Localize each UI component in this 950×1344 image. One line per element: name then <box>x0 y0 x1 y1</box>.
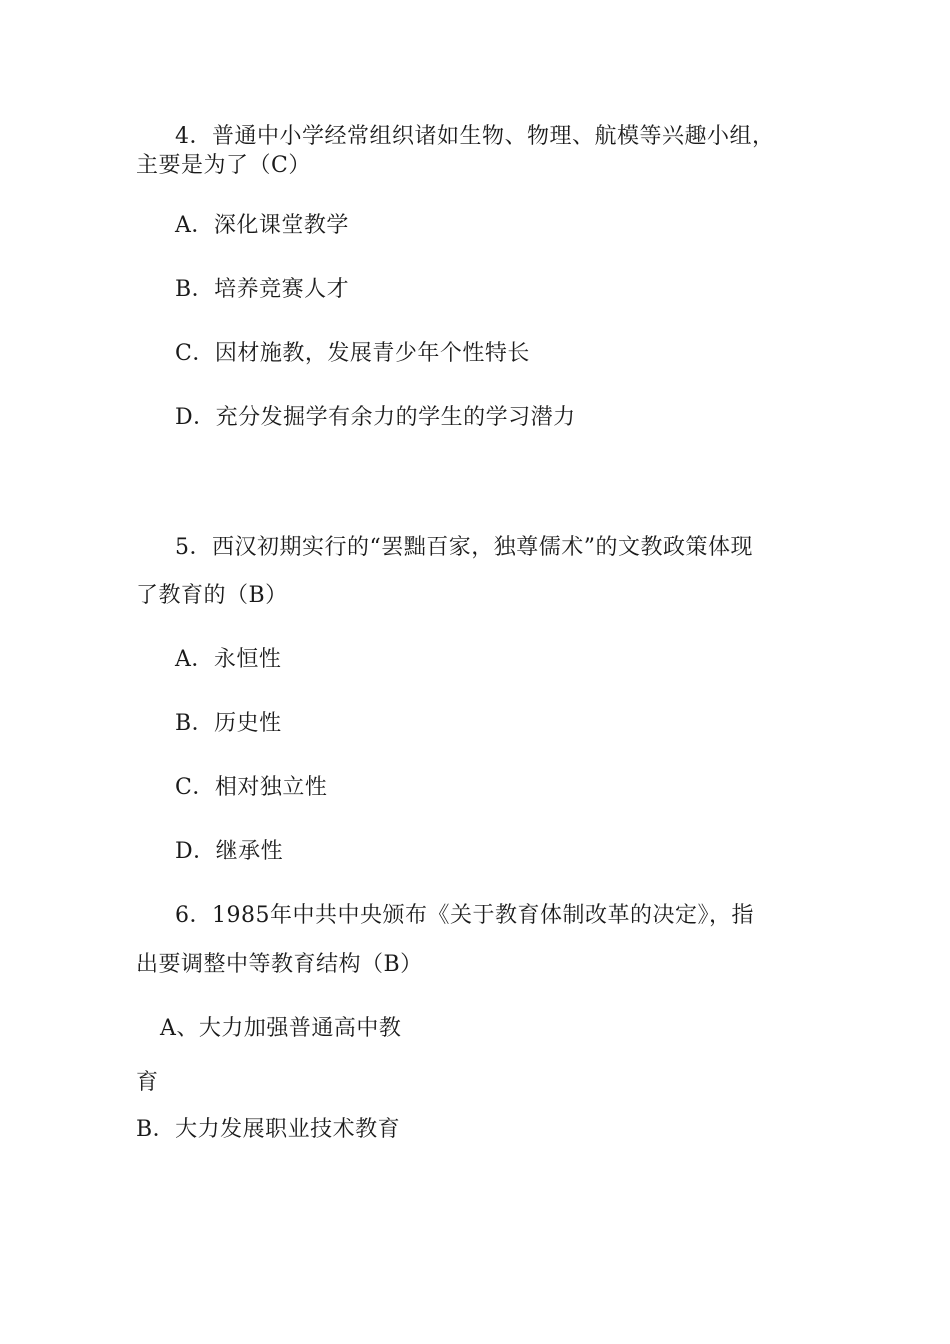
q4-option-d: D．充分发掘学有余力的学生的学习潜力 <box>175 405 576 430</box>
q6-option-a-line2: 育 <box>136 1070 159 1095</box>
q6-option-a-line1: A、大力加强普通高中教 <box>160 1016 402 1041</box>
q4-option-a: A．深化课堂教学 <box>175 213 349 238</box>
q5-stem-line2: 了教育的（B） <box>136 583 288 608</box>
q5-option-b: B．历史性 <box>175 711 282 736</box>
q5-option-d: D．继承性 <box>175 839 284 864</box>
q5-option-c: C．相对独立性 <box>175 775 328 800</box>
q5-stem-line1: 5．西汉初期实行的“罢黜百家，独尊儒术”的文教政策体现 <box>175 535 753 560</box>
q6-stem-line2: 出要调整中等教育结构（B） <box>136 952 423 977</box>
q4-stem-line2: 主要是为了（C） <box>136 153 311 178</box>
q6-option-b: B．大力发展职业技术教育 <box>136 1117 401 1142</box>
q6-stem-line1: 6．1985年中共中央颁布《关于教育体制改革的决定》，指 <box>175 903 754 928</box>
q4-stem-line1: 4．普通中小学经常组织诸如生物、物理、航模等兴趣小组， <box>175 124 775 149</box>
q4-option-c: C．因材施教，发展青少年个性特长 <box>175 341 530 366</box>
q4-option-b: B．培养竞赛人才 <box>175 277 350 302</box>
q5-option-a: A．永恒性 <box>175 647 282 672</box>
